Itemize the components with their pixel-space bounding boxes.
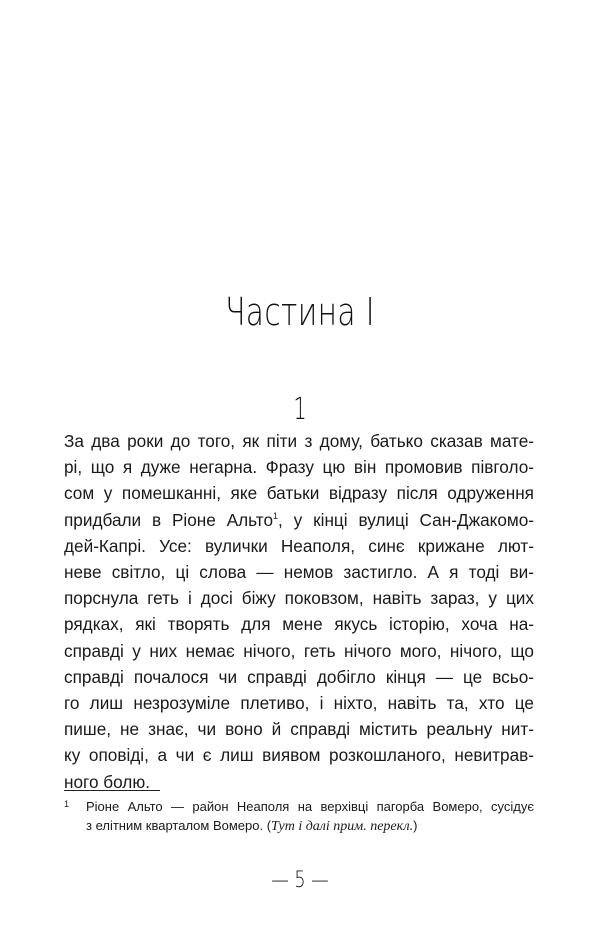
footnote-reference[interactable]: 1 [273, 510, 279, 521]
body-line: справді почалося чи справді добігло кінця — це всьо- [64, 666, 534, 687]
body-line: ку оповіді, а чи є лиш виявом розкошланого, невитрав- [64, 745, 534, 766]
chapter-number: 1 [293, 392, 307, 427]
body-line: сом у помешканні, яке батьки відразу після одруження [64, 483, 534, 504]
page-number: — 5 — [271, 868, 329, 893]
footnote-number: 1 [64, 799, 70, 809]
footnote-line [64, 816, 534, 836]
body-line: За два роки до того, як піти з дому, батько сказав мате- [64, 431, 534, 451]
body-line-with-footnote [64, 507, 534, 533]
body-line-part: , у кінці вулиці Сан-Джакомо- [278, 509, 534, 530]
footnote-line: Ріоне Альто — район Неаполя на верхівці пагорба Вомеро, сусідує [86, 799, 534, 814]
footnote-italic-text: Тут і далі прим. перекл. [271, 819, 414, 834]
footnote-text: з елітним кварталом Вомеро. ( [86, 818, 272, 833]
body-line: неве світло, ці слова — немов застигло. А я тоді ви- [64, 562, 534, 583]
part-title: Частина I [225, 290, 375, 334]
footnote-divider [64, 790, 160, 791]
body-line-part: придбали в Ріоне Альто [64, 509, 274, 530]
body-line: порснула геть і досі біжу поковзом, навіть зараз, у цих [64, 588, 534, 609]
body-line: дей-Капрі. Усе: вулички Неаполя, синє крижане лют- [64, 535, 534, 556]
chapter-body-text [64, 428, 534, 795]
body-line: пише, не знає, чи воно й справді містить реальну нит- [64, 719, 534, 740]
footnote [64, 797, 534, 836]
body-line: го лиш незрозуміле плетиво, і ніхто, навіть та, хто це [64, 693, 534, 714]
body-line: ного болю. [64, 771, 150, 792]
body-line: рядках, які творять для мене якусь історію, хоча на- [64, 614, 534, 635]
footnote-text: ) [413, 818, 418, 833]
body-line: справді у них немає нічого, геть нічого мого, нічого, що [64, 640, 534, 661]
body-line: рі, що я дуже негарна. Фразу цю він промовив півголо- [64, 457, 534, 478]
